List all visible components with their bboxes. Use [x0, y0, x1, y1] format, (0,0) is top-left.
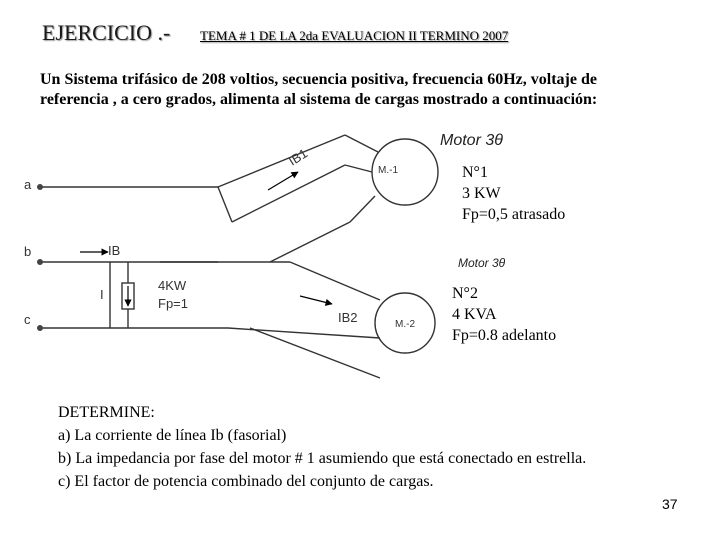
m2-wire-c	[250, 328, 380, 378]
motor-2-specs	[452, 283, 556, 346]
m2-wire-b	[228, 328, 380, 338]
m1-wire-b	[232, 165, 345, 222]
motor-2-pf: Fp=0.8 adelanto	[452, 327, 557, 344]
motor-1-title: Motor 3θ	[440, 132, 503, 149]
page-title: EJERCICIO .-	[42, 20, 171, 45]
motor-1-number: N°1	[462, 164, 488, 181]
load-fp-label: Fp=1	[158, 296, 188, 311]
motor-2-number: N°2	[452, 285, 478, 302]
problem-statement-line-2: referencia , a cero grados, alimenta al sistema de cargas mostrado a continuación:	[40, 91, 598, 108]
ib-label: IB	[108, 243, 121, 258]
page-number: 37	[662, 496, 678, 512]
ib2-label: IB2	[338, 310, 358, 325]
line-c-label: c	[24, 312, 31, 327]
line-b-label: b	[24, 244, 32, 259]
ib1-label: IB1	[285, 145, 311, 169]
m2-wire-a	[290, 262, 380, 300]
m1-wire-c	[270, 222, 350, 262]
ib1-arrow	[268, 172, 298, 190]
page-subtitle: TEMA # 1 DE LA 2da EVALUACION II TERMINO 2007	[200, 28, 509, 43]
motor-1-label: M.-1	[378, 165, 398, 176]
line-a-label: a	[24, 177, 32, 192]
motor-2-power: 4 KVA	[452, 306, 497, 323]
motor-1-pf: Fp=0,5 atrasado	[462, 206, 566, 223]
motor-2-title: Motor 3θ	[458, 256, 506, 270]
questions-heading: DETERMINE:	[58, 404, 155, 421]
m1-wire-c-end	[350, 196, 375, 222]
m1-wire-a	[218, 135, 345, 187]
ib2-arrow	[300, 296, 332, 304]
question-a: a) La corriente de línea Ib (fasorial)	[58, 427, 287, 444]
question-b: b) La impedancia por fase del motor # 1 asumiendo que está conectado en estrella.	[58, 450, 587, 467]
terminal-a	[37, 184, 43, 190]
question-c: c) El factor de potencia combinado del conjunto de cargas.	[58, 473, 434, 490]
load-power-label: 4KW	[158, 278, 187, 293]
questions-section	[58, 401, 586, 493]
problem-statement-line-1: Un Sistema trifásico de 208 voltios, secuencia positiva, frecuencia 60Hz, voltaje de	[40, 71, 597, 88]
motor-2-label: M.-2	[395, 319, 415, 330]
motor-1-power: 3 KW	[462, 185, 501, 202]
i-label: I	[100, 287, 104, 302]
m1-wire-b-riser	[218, 187, 232, 222]
terminal-b	[37, 259, 43, 265]
terminal-c	[37, 325, 43, 331]
motor-1-specs	[462, 162, 565, 225]
